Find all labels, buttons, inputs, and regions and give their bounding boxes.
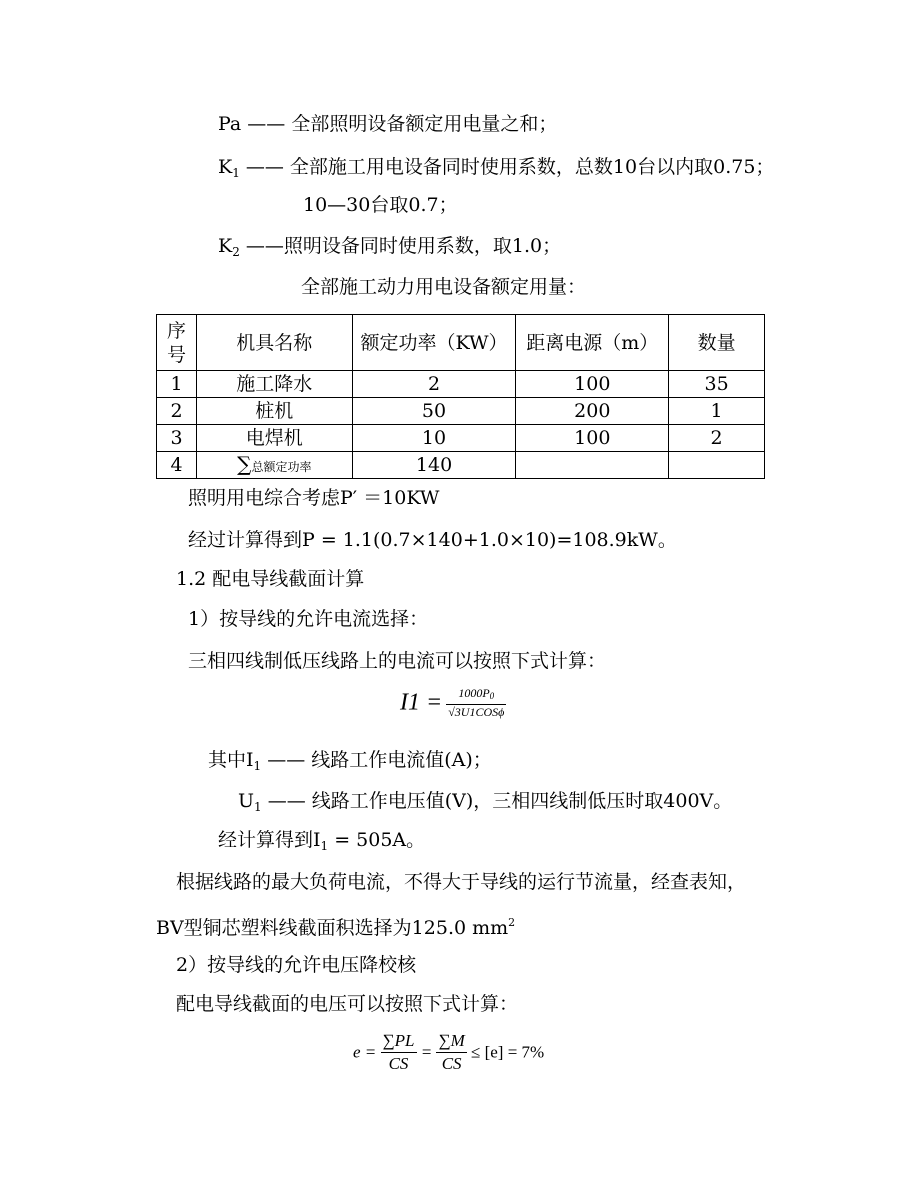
lighting-consideration: 照明用电综合考虑P′ ＝10KW [188,487,440,509]
u1-subscript: 1 [254,800,262,814]
table-header-row [157,315,765,371]
fraction-2-numerator: ∑M [436,1030,466,1053]
i1-definition [208,748,492,778]
formula-e-rhs: ≤ [e] = 7% [471,1042,545,1062]
k2-symbol: K [218,235,233,257]
formula-e-fraction-2 [436,1030,466,1075]
u1-definition [238,789,732,819]
table-total-row [157,452,765,479]
u1-text: —— 线路工作电压值(V)，三相四线制低压时取400V。 [261,790,733,812]
cell-index: 1 [157,371,197,398]
formula-numerator [446,686,506,705]
header-index: 序号 [157,315,197,371]
k2-subscript: 2 [232,245,240,259]
step-1-heading: 1）按导线的允许电流选择： [188,608,429,630]
header-quantity: 数量 [669,315,765,371]
k1-subscript: 1 [232,166,240,180]
numerator-text: 1000P [458,686,490,700]
cell-distance: 200 [516,398,669,425]
table-row [157,425,765,452]
i1-subscript: 1 [253,759,262,773]
table-row [157,371,765,398]
formula-lhs: I1 = [400,689,443,716]
formula-e-equals: = [420,1042,433,1062]
equipment-table [156,314,765,479]
cell-total-power: 140 [352,452,516,479]
cell-empty [516,452,669,479]
bv-wire-text: BV型铜芯塑料线截面积选择为125.0 mm [156,917,509,939]
cell-empty [669,452,765,479]
numerator-subscript: 0 [489,691,495,701]
k1-continuation: 10—30台取0.7； [303,194,458,216]
pa-definition: Pa —— 全部照明设备额定用电量之和； [218,113,558,135]
current-formula [400,686,506,720]
sigma-symbol: ∑ [237,451,252,476]
cell-power: 50 [352,398,516,425]
cell-index: 2 [157,398,197,425]
cell-power: 10 [352,425,516,452]
k1-text: —— 全部施工用电设备同时使用系数，总数10台以内取0.75； [239,156,775,178]
i1-result [218,828,425,858]
fraction-1-numerator: ∑PL [381,1030,417,1053]
cell-quantity: 2 [669,425,765,452]
i1-result-subscript: 1 [320,839,329,853]
current-formula-intro: 三相四线制低压线路上的电流可以按照下式计算： [188,650,607,672]
table-row [157,398,765,425]
bv-wire-paragraph [156,911,515,940]
fraction-2-denominator: CS [441,1054,462,1073]
fraction-1-denominator: CS [388,1054,409,1073]
k2-definition [218,234,561,264]
section-heading: 1.2 配电导线截面计算 [176,568,365,590]
cell-distance: 100 [516,371,669,398]
i1-text: —— 线路工作电流值(A)； [261,749,492,771]
max-load-paragraph: 根据线路的最大负荷电流，不得大于导线的运行节流量，经查表知， [176,871,747,893]
header-name: 机具名称 [196,315,352,371]
cell-quantity: 1 [669,398,765,425]
cell-name: 桩机 [196,398,352,425]
calculation-result: 经过计算得到P = 1.1(0.7×140+1.0×10)=108.9kW。 [188,529,677,551]
i1-result-text: 经计算得到I [218,829,321,851]
k1-symbol: K [218,156,233,178]
cell-quantity: 35 [669,371,765,398]
formula-e-fraction-1 [381,1030,417,1075]
cell-index: 3 [157,425,197,452]
i1-result-value: = 505A。 [328,829,426,851]
i1-symbol: 其中I [208,749,254,771]
header-distance: 距离电源（m） [516,315,669,371]
table-title: 全部施工动力用电设备额定用量： [301,276,587,298]
cell-distance: 100 [516,425,669,452]
cell-name: 施工降水 [196,371,352,398]
k1-definition [218,155,774,185]
cell-power: 2 [352,371,516,398]
voltage-formula-intro: 配电导线截面的电压可以按照下式计算： [176,993,519,1015]
cell-index: 4 [157,452,197,479]
formula-fraction [446,686,506,720]
step-2-heading: 2）按导线的允许电压降校核 [176,954,417,976]
cell-name: 电焊机 [196,425,352,452]
k2-text: ——照明设备同时使用系数，取1.0； [239,235,562,257]
header-power: 额定功率（KW） [352,315,516,371]
bv-wire-superscript: 2 [508,916,516,929]
total-label: 总额定功率 [251,459,312,474]
formula-e-lhs: e = [353,1042,377,1062]
formula-denominator: √3U1COSϕ [448,705,505,719]
voltage-formula [353,1030,544,1075]
u1-symbol: U [238,790,255,812]
cell-total-label [196,452,352,479]
